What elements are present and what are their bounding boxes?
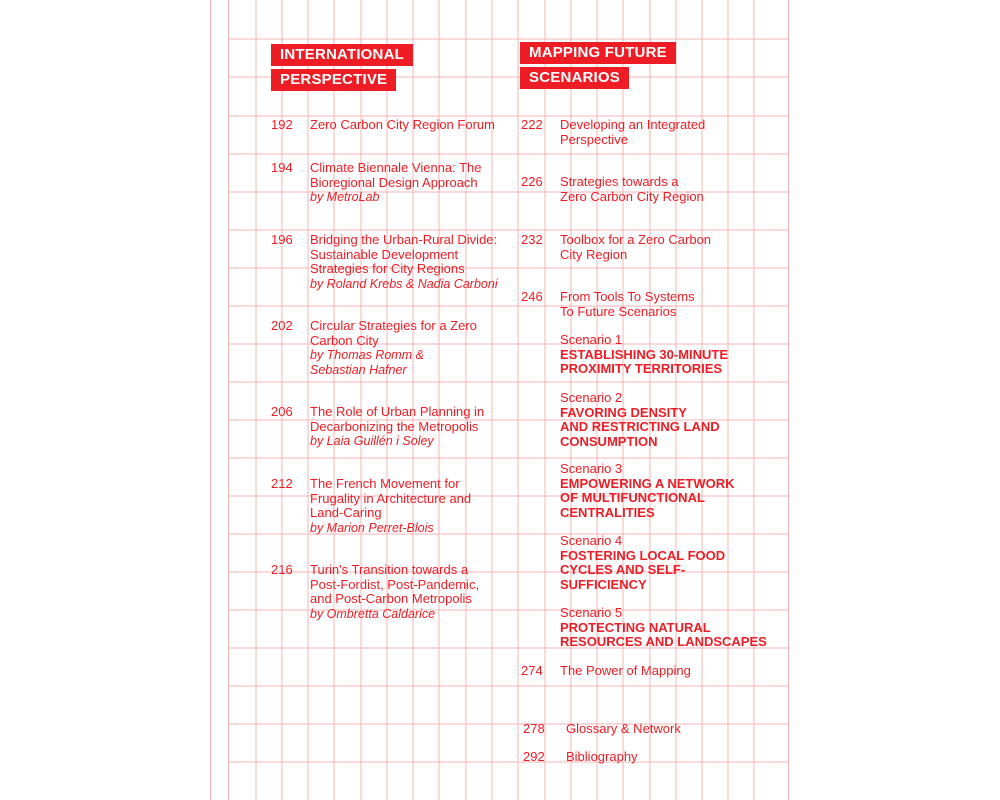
page-edge-line [210, 0, 211, 800]
scenario-title: CENTRALITIES [560, 504, 655, 520]
entry-title: Developing an Integrated [560, 117, 706, 132]
page-number: 278 [523, 721, 545, 736]
section-heading-mapping [520, 42, 676, 92]
heading-line: INTERNATIONAL [271, 44, 413, 66]
entry-title: Climate Biennale Vienna: The [310, 160, 482, 175]
entry-title: The Role of Urban Planning in [310, 404, 485, 419]
entry-title: Strategies towards a [560, 174, 679, 189]
entry-title: The French Movement for [310, 476, 460, 491]
page-number: 222 [521, 117, 543, 132]
entry-title: and Post-Carbon Metropolis [310, 591, 472, 606]
scenario-title: ESTABLISHING 30-MINUTE [560, 346, 729, 362]
entry-title: Turin's Transition towards a [310, 562, 469, 577]
heading-line: MAPPING FUTURE [520, 42, 676, 64]
page-number: 212 [271, 476, 293, 491]
entry-title: Bioregional Design Approach [310, 174, 478, 190]
entry-title: Sustainable Development [310, 246, 459, 262]
entry-title: The Power of Mapping [560, 663, 691, 678]
entry-title: Toolbox for a Zero Carbon [560, 232, 712, 247]
scenario-title: RESOURCES AND LANDSCAPES [560, 634, 767, 649]
entry-author: by Marion Perret-Blois [310, 520, 434, 535]
page-number: 216 [271, 562, 293, 577]
scenario-title: CONSUMPTION [560, 433, 658, 449]
entry-author: by Thomas Romm & [310, 348, 424, 362]
page-number: 202 [271, 318, 293, 333]
entry-title: Frugality in Architecture and [310, 490, 472, 506]
scenario-label: Scenario 1 [560, 332, 623, 347]
entry-title: Land-Caring [310, 505, 382, 520]
entry-author: by Roland Krebs & Nadia Carboni [310, 276, 498, 291]
page-number: 194 [271, 160, 293, 175]
section-heading-international [271, 44, 413, 94]
entry-title: Zero Carbon City Region Forum [310, 117, 495, 132]
scenario-label: Scenario 3 [560, 461, 623, 476]
scenario-title: AND RESTRICTING LAND [560, 419, 720, 434]
entry-title: Bibliography [566, 749, 638, 764]
scenario-title: EMPOWERING A NETWORK [560, 475, 735, 491]
scenario-title: FOSTERING LOCAL FOOD [560, 547, 726, 563]
entry-author: Sebastian Hafner [310, 362, 407, 377]
entry-title: Bridging the Urban-Rural Divide: [310, 232, 498, 247]
page-number: 192 [271, 117, 293, 132]
page-number: 206 [271, 404, 293, 419]
scenario-label: Scenario 4 [560, 533, 623, 548]
contents-page [228, 0, 789, 800]
entry-title: Zero Carbon City Region [560, 188, 704, 204]
entry-title: Strategies for City Regions [310, 261, 465, 276]
scenario-title: CYCLES AND SELF- [560, 562, 686, 577]
page-number: 274 [521, 663, 543, 678]
page-number: 292 [523, 749, 545, 764]
entry-title: Carbon City [310, 332, 379, 348]
entry-author: by MetroLab [310, 190, 380, 204]
page-number: 246 [521, 289, 543, 304]
entry-title: Perspective [560, 131, 628, 147]
scenario-title: FAVORING DENSITY [560, 404, 687, 420]
scenario-label: Scenario 5 [560, 605, 623, 620]
page-number: 196 [271, 232, 293, 247]
entry-title: From Tools To Systems [560, 289, 695, 304]
scenario-title: PROXIMITY TERRITORIES [560, 361, 723, 376]
page-number: 232 [521, 232, 543, 247]
entry-author: by Ombretta Caldarice [310, 606, 436, 621]
entry-title: City Region [560, 246, 628, 262]
scenario-title: OF MULTIFUNCTIONAL [560, 490, 705, 505]
entry-title: To Future Scenarios [560, 303, 677, 319]
entry-title: Glossary & Network [566, 721, 681, 736]
heading-line: SCENARIOS [520, 67, 629, 89]
scenario-title: SUFFICIENCY [560, 576, 647, 592]
scenario-label: Scenario 2 [560, 390, 623, 405]
heading-line: PERSPECTIVE [271, 69, 396, 91]
scenario-title: PROTECTING NATURAL [560, 619, 711, 635]
entry-author: by Laia Guillén i Soley [310, 434, 434, 448]
page-number: 226 [521, 174, 543, 189]
entry-title: Circular Strategies for a Zero [310, 318, 477, 333]
entry-title: Post-Fordist, Post-Pandemic, [310, 576, 480, 592]
entry-title: Decarbonizing the Metropolis [310, 418, 479, 434]
